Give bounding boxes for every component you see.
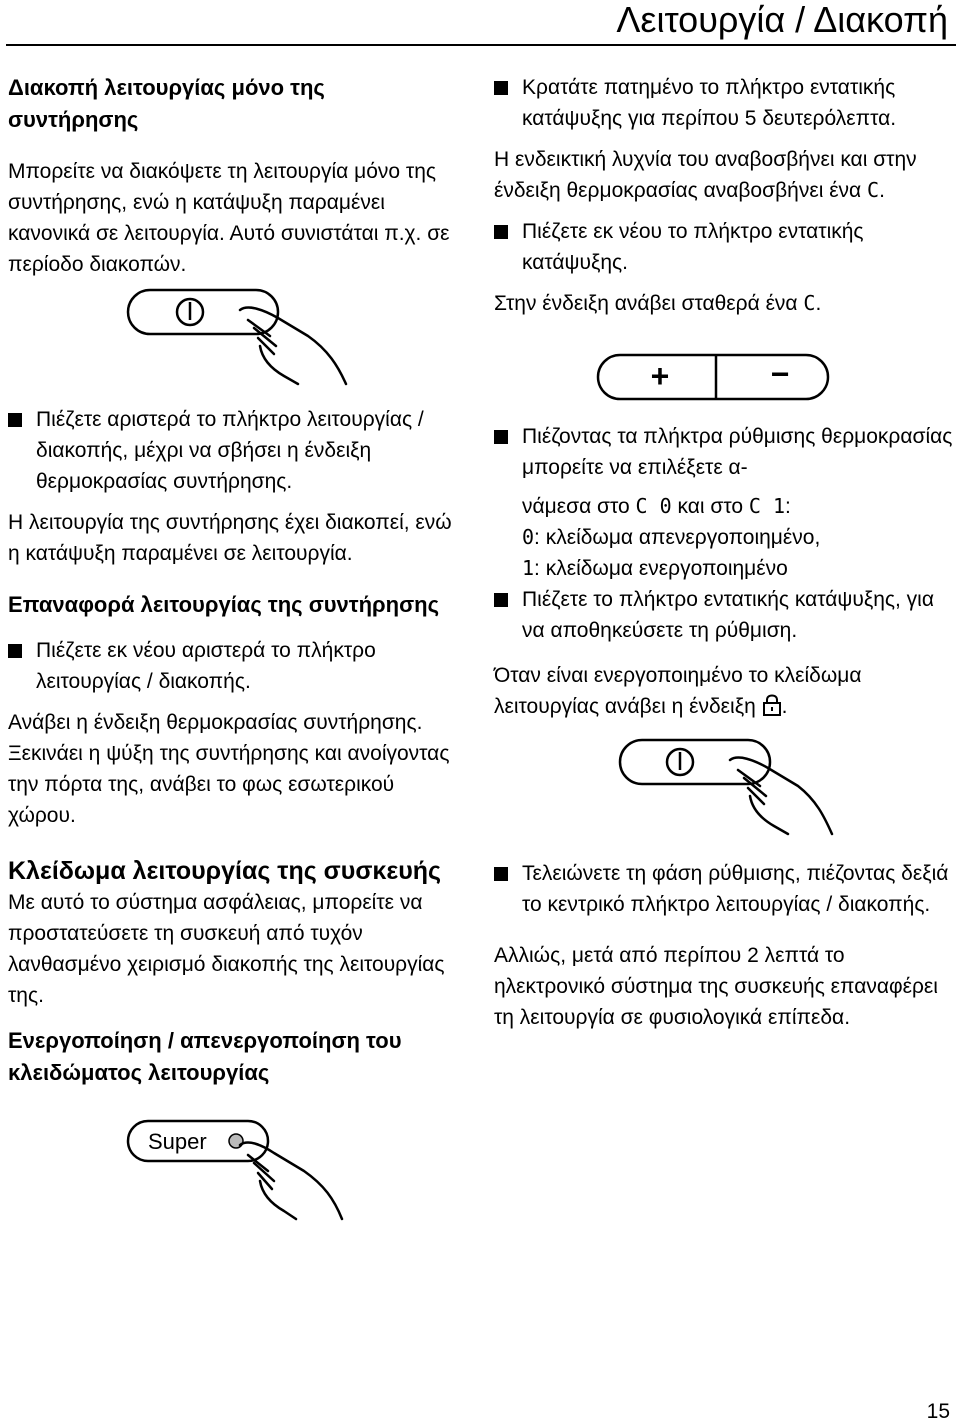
- onoff-left-press-illustration: [8, 280, 468, 392]
- steady-c-text: [494, 288, 956, 319]
- super-press-illustration: [8, 1115, 468, 1225]
- period: .: [815, 292, 822, 315]
- page-number: 15: [926, 1400, 950, 1423]
- lock-icon: [762, 694, 782, 716]
- period: .: [879, 179, 885, 202]
- hand-icon: [240, 1143, 342, 1219]
- segment-c-glyph: C: [803, 291, 816, 315]
- blink-indicator-text: [494, 144, 956, 206]
- press-super-again-step: Πιέζετε εκ νέου το πλήκτρο εντατικής κατάψυξης.: [494, 216, 956, 278]
- colon: :: [785, 495, 791, 518]
- right-column: [494, 72, 956, 1033]
- choose-between-line: [494, 491, 956, 522]
- finish-setting-step: Τελειώνετε τη φάση ρύθμισης, πιέζοντας δεξιά το κεντρικό πλήκτρο λειτουργίας / διακοπής.: [494, 858, 956, 920]
- stop-cooling-heading: Διακοπή λειτουργίας μόνο της συντήρησης: [8, 75, 325, 132]
- hand-icon: [730, 758, 832, 834]
- segment-c-glyph: C: [867, 178, 880, 202]
- period: .: [781, 695, 788, 718]
- super-indicator-icon: [229, 1134, 243, 1148]
- option-1-line: [494, 553, 956, 584]
- stop-cooling-text: Μπορείτε να διακόψετε τη λειτουργία μόνο της συντήρησης, ενώ η κατάψυξη παραμένει κανονικά σε λειτουργία. Αυτό συνιστάται π.χ. σε περίοδο διακοπών.: [8, 160, 450, 276]
- left-column: [8, 72, 466, 1225]
- restore-cooling-result: Ανάβει η ένδειξη θερμοκρασίας συντήρησης. Ξεκινάει η ψύξη της συντήρησης και ανοίγοντας την πόρτα της, ανάβει το φως εσωτερικού χώρου.: [8, 711, 450, 827]
- appliance-lock-heading: Κλείδωμα λειτουργίας της συσκευής: [8, 857, 442, 885]
- steady-text: Στην ένδειξη ανάβει σταθερά ένα: [494, 292, 798, 315]
- lock-active-text: [494, 660, 956, 722]
- auto-restore-text: Αλλιώς, μετά από περίπου 2 λεπτά το ηλεκτρονικό σύστημα της συσκευής επαναφέρει τη λειτουργία σε φυσιολογικά επίπεδα.: [494, 944, 938, 1029]
- save-setting-step: Πιέζετε το πλήκτρο εντατικής κατάψυξης, για να αποθηκεύσετε τη ρύθμιση.: [494, 584, 956, 646]
- hand-icon: [240, 308, 346, 384]
- choose-lock-step: Πιέζοντας τα πλήκτρα ρύθμισης θερμοκρασίας μπορείτε να επιλέξετε α-: [494, 421, 956, 483]
- between-text: νάμεσα στο: [522, 495, 630, 518]
- restore-cooling-step: Πιέζετε εκ νέου αριστερά το πλήκτρο λειτουργίας / διακοπής.: [8, 635, 466, 697]
- stop-cooling-step: Πιέζετε αριστερά το πλήκτρο λειτουργίας / διακοπής, μέχρι να σβήσει η ένδειξη θερμοκρασίας συντήρησης.: [8, 404, 466, 497]
- onoff-right-press-illustration: [494, 734, 956, 846]
- option-1-text: : κλείδωμα ενεργοποιημένο: [534, 557, 788, 580]
- restore-cooling-heading: Επαναφορά λειτουργίας της συντήρησης: [8, 592, 440, 617]
- temp-buttons-illustration: [494, 329, 956, 413]
- minus-button-label: −: [770, 356, 790, 392]
- plus-button-label: +: [650, 358, 670, 394]
- hold-super-step: Κρατάτε πατημένο το πλήκτρο εντατικής κατάψυξης για περίπου 5 δευτερόλεπτα.: [494, 72, 956, 134]
- segment-c0-glyph: C 0: [635, 494, 672, 518]
- option-0-line: [494, 522, 956, 553]
- header-rule: [6, 44, 956, 46]
- power-icon: [667, 749, 693, 775]
- segment-c1-glyph: C 1: [748, 494, 785, 518]
- blink-text: Η ενδεικτική λυχνία του αναβοσβήνει και στην ένδειξη θερμοκρασίας αναβοσβήνει ένα: [494, 148, 917, 202]
- segment-1-glyph: 1: [522, 556, 535, 580]
- power-icon: [177, 299, 203, 325]
- stop-cooling-result: Η λειτουργία της συντήρησης έχει διακοπεί, ενώ η κατάψυξη παραμένει σε λειτουργία.: [8, 511, 452, 565]
- page-header-title: Λειτουργία / Διακοπή: [616, 0, 948, 40]
- temp-buttons-outline: [598, 355, 828, 399]
- option-0-text: : κλείδωμα απενεργοποιημένο,: [534, 526, 821, 549]
- super-button-label: Super: [148, 1129, 207, 1154]
- lock-activation-heading: Ενεργοποίηση / απενεργοποίηση του κλειδώματος λειτουργίας: [8, 1028, 402, 1085]
- lock-active-sentence: Όταν είναι ενεργοποιημένο το κλείδωμα λειτουργίας ανάβει η ένδειξη: [494, 664, 862, 718]
- appliance-lock-text: Με αυτό το σύστημα ασφάλειας, μπορείτε να προστατεύσετε τη συσκευή από τυχόν λανθασμένο χειρισμό διακοπής της λειτουργίας της.: [8, 891, 445, 1007]
- segment-0-glyph: 0: [522, 525, 535, 549]
- and-text: και στο: [677, 495, 744, 518]
